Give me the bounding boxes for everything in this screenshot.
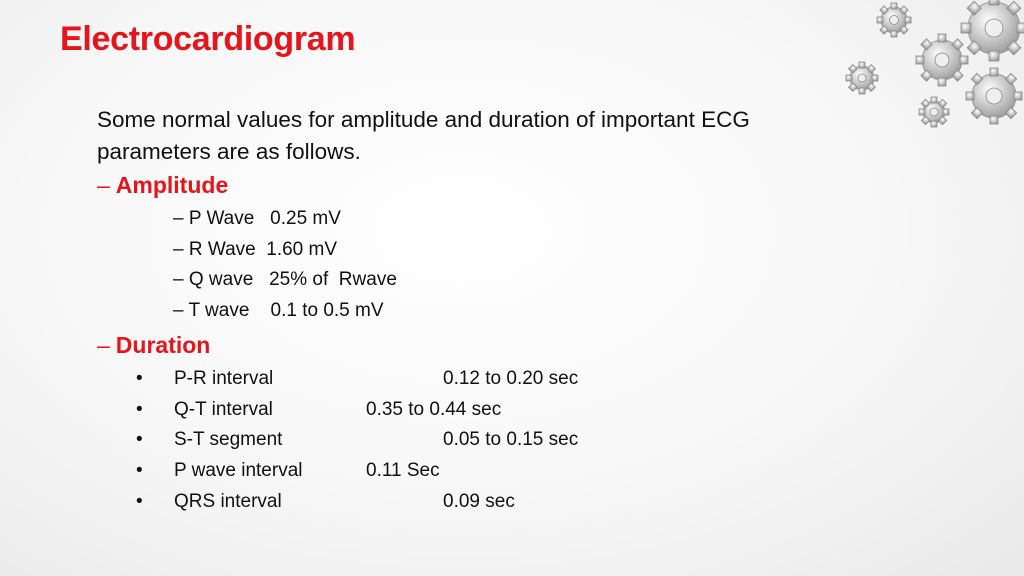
amplitude-item: – R Wave 1.60 mV xyxy=(173,239,338,260)
bullet: • xyxy=(136,429,143,450)
duration-name: Q-T interval xyxy=(174,399,273,420)
duration-value: 0.05 to 0.15 sec xyxy=(443,429,579,450)
duration-name: QRS interval xyxy=(174,491,282,512)
duration-value: 0.12 to 0.20 sec xyxy=(443,368,579,389)
duration-row xyxy=(0,429,1024,453)
duration-name: S-T segment xyxy=(174,429,283,450)
heading-dash: – xyxy=(97,332,110,358)
bullet: • xyxy=(136,368,143,389)
gear-icon xyxy=(834,0,1024,130)
duration-row xyxy=(0,368,1024,392)
bullet: • xyxy=(136,399,143,420)
duration-name: P wave interval xyxy=(174,460,303,481)
amplitude-heading xyxy=(97,172,228,199)
duration-value: 0.09 sec xyxy=(443,491,515,512)
duration-name: P-R interval xyxy=(174,368,274,389)
amplitude-heading-label: Amplitude xyxy=(115,172,229,198)
duration-row xyxy=(0,399,1024,423)
amplitude-item: – Q wave 25% of Rwave xyxy=(173,269,397,290)
amplitude-item: – P Wave 0.25 mV xyxy=(173,208,341,229)
duration-row xyxy=(0,491,1024,515)
duration-value: 0.11 Sec xyxy=(366,460,440,481)
intro-text: Some normal values for amplitude and duration of important ECG parameters are as follows. xyxy=(97,107,750,164)
bullet: • xyxy=(136,460,143,481)
duration-value: 0.35 to 0.44 sec xyxy=(366,399,502,420)
duration-heading xyxy=(97,332,210,359)
heading-dash: – xyxy=(97,172,110,198)
slide-title: Electrocardiogram xyxy=(60,20,356,58)
bullet: • xyxy=(136,491,143,512)
amplitude-item: – T wave 0.1 to 0.5 mV xyxy=(173,300,384,321)
duration-row xyxy=(0,460,1024,484)
duration-heading-label: Duration xyxy=(115,332,211,358)
